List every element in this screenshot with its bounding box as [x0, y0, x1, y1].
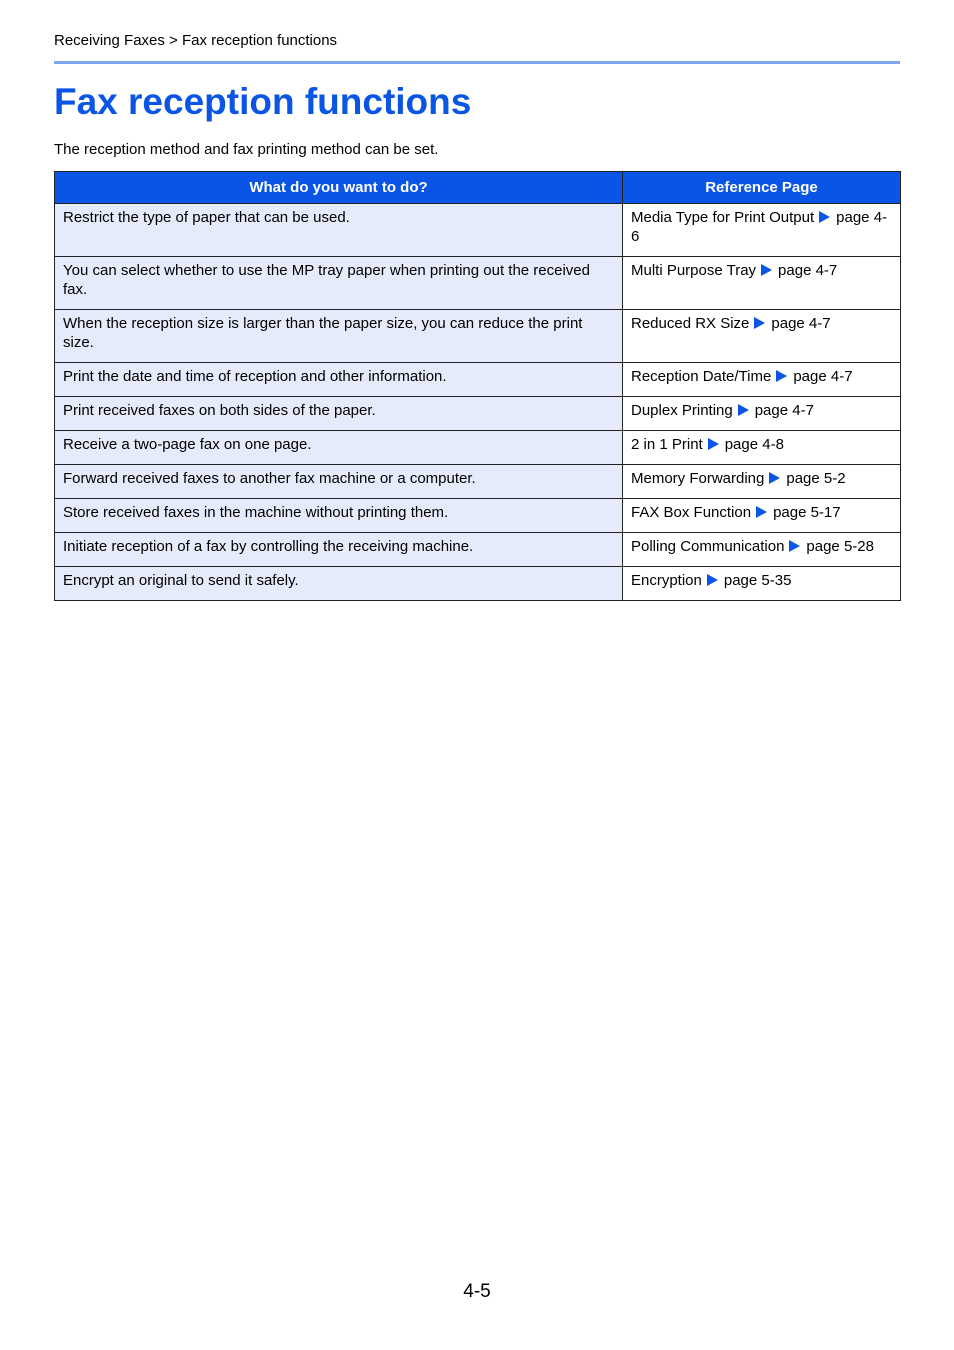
reference-link[interactable]: Duplex Printing [631, 402, 733, 419]
reference-link[interactable]: Multi Purpose Tray [631, 262, 757, 279]
reference-cell [623, 533, 901, 567]
task-cell: Restrict the type of paper that can be used. [55, 204, 623, 257]
table-row [55, 257, 901, 310]
reference-page[interactable]: page 4-7 [778, 262, 838, 279]
reference-link[interactable]: Memory Forwarding [631, 470, 765, 487]
task-cell: Print received faxes on both sides of the paper. [55, 397, 623, 431]
triangle-right-icon [738, 404, 749, 416]
task-cell: Print the date and time of reception and other information. [55, 363, 623, 397]
triangle-right-icon [754, 317, 765, 329]
task-cell: Initiate reception of a fax by controlling the receiving machine. [55, 533, 623, 567]
reference-link[interactable]: Encryption [631, 572, 702, 589]
table-row [55, 310, 901, 363]
reference-cell [623, 257, 901, 310]
column-header-task: What do you want to do? [55, 172, 623, 204]
reference-page[interactable]: page 4-7 [793, 368, 853, 385]
reference-cell [623, 431, 901, 465]
table-row [55, 397, 901, 431]
table-row [55, 533, 901, 567]
reference-page[interactable]: page 4-8 [724, 436, 784, 453]
page-number: 4-5 [463, 1281, 491, 1302]
header-divider [54, 61, 900, 64]
triangle-right-icon [789, 540, 800, 552]
triangle-right-icon [756, 506, 767, 518]
task-cell: You can select whether to use the MP tray paper when printing out the received fax. [55, 257, 623, 310]
page-title: Fax reception functions [54, 81, 472, 122]
task-cell: Store received faxes in the machine without printing them. [55, 499, 623, 533]
triangle-right-icon [707, 574, 718, 586]
table-row [55, 363, 901, 397]
table-row [55, 431, 901, 465]
triangle-right-icon [819, 211, 830, 223]
reference-page[interactable]: page 5-35 [723, 572, 792, 589]
triangle-right-icon [761, 264, 772, 276]
reference-page[interactable]: page 4-7 [754, 402, 814, 419]
column-header-reference: Reference Page [623, 172, 901, 204]
reference-link[interactable]: FAX Box Function [631, 504, 752, 521]
reference-link[interactable]: Reception Date/Time [631, 368, 772, 385]
table-header-row [55, 172, 901, 204]
reference-page[interactable]: page 4-6 [631, 209, 888, 245]
reference-link[interactable]: Polling Communication [631, 538, 785, 555]
table-row [55, 465, 901, 499]
reference-page[interactable]: page 5-28 [806, 538, 874, 555]
reference-page[interactable]: page 4-7 [771, 315, 831, 332]
triangle-right-icon [769, 472, 780, 484]
breadcrumb: Receiving Faxes > Fax reception functions [54, 32, 338, 49]
reference-page[interactable]: page 5-2 [786, 470, 846, 487]
task-cell: Encrypt an original to send it safely. [55, 567, 623, 601]
reference-link[interactable]: 2 in 1 Print [631, 436, 703, 453]
reference-cell [623, 310, 901, 363]
reference-cell [623, 397, 901, 431]
intro-text: The reception method and fax printing method can be set. [54, 141, 439, 158]
reference-cell [623, 465, 901, 499]
table-row [55, 204, 901, 257]
reference-link[interactable]: Reduced RX Size [631, 315, 750, 332]
reference-link[interactable]: Media Type for Print Output [631, 209, 815, 226]
table-row [55, 499, 901, 533]
triangle-right-icon [776, 370, 787, 382]
table-row [55, 567, 901, 601]
reference-cell [623, 499, 901, 533]
reference-table [54, 171, 901, 601]
triangle-right-icon [708, 438, 719, 450]
reference-page[interactable]: page 5-17 [773, 504, 841, 521]
task-cell: Receive a two-page fax on one page. [55, 431, 623, 465]
reference-cell [623, 567, 901, 601]
reference-cell [623, 204, 901, 257]
task-cell: When the reception size is larger than the paper size, you can reduce the print size. [55, 310, 623, 363]
reference-cell [623, 363, 901, 397]
task-cell: Forward received faxes to another fax machine or a computer. [55, 465, 623, 499]
